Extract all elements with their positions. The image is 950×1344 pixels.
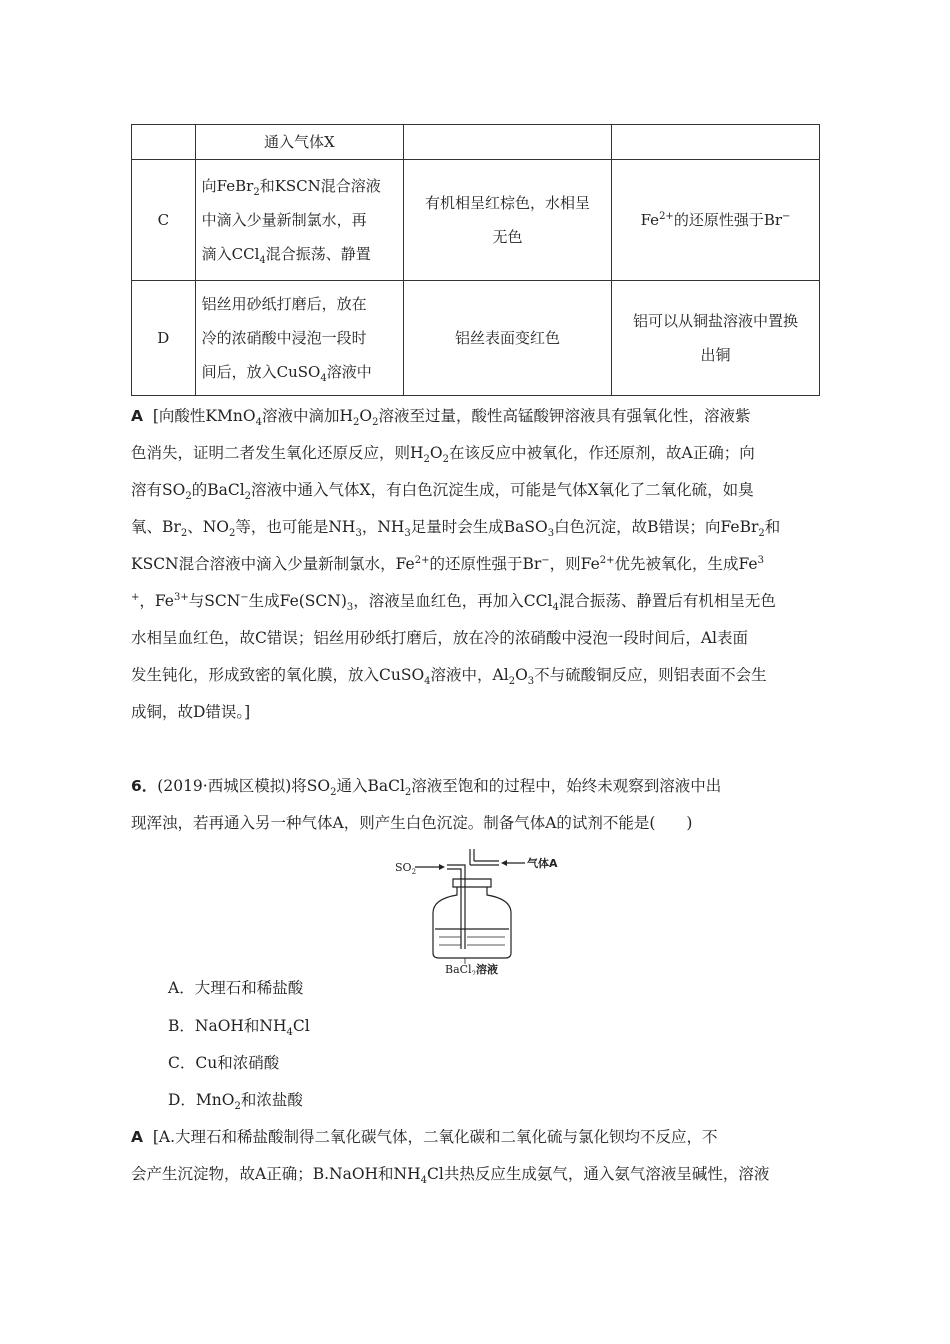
option-d: D．MnO$_2$和浓盐酸 [168, 1091, 303, 1113]
table-row [132, 160, 820, 281]
phenomenon-cell: 有机相呈红棕色，水相呈 无色 [404, 160, 612, 281]
gas-a-label: 气体A [527, 857, 558, 870]
so2-label: SO [395, 861, 412, 874]
conclusion-cell: 铝可以从铜盐溶液中置换 出铜 [612, 281, 820, 396]
procedure-cell: 向FeBr$_2$和KSCN混合溶液 中滴入少量新制氯水，再 滴入CCl$_4$混合振荡、静置 [195, 160, 403, 281]
question-source: (2019·西城区模拟) [157, 777, 292, 795]
row-label [132, 125, 196, 160]
answer-letter: A [131, 407, 143, 425]
conclusion-cell: $Fe^{2+}$的还原性强于Br− [612, 160, 820, 281]
option-b: B．NaOH和$NH_4Cl$ [168, 1017, 310, 1039]
option-a: A．大理石和稀盐酸 [168, 979, 304, 997]
row-label: D [132, 281, 196, 396]
question-6: 6．(2019·西城区模拟)将$SO_2$通入BaCl$_2$溶液至饱和的过程中，始终未观察到溶液中出 现浑浊，若再通入另一种气体A，则产生白色沉淀。制备气体A的试剂不能是( ) [131, 777, 722, 832]
gas-bottle-diagram [395, 845, 585, 975]
table-row [132, 281, 820, 396]
option-c: C．Cu和浓硝酸 [168, 1054, 280, 1072]
answer-5-explanation: A [向酸性KMnO$_4$溶液中滴加$H_2O_2$溶液至过量，酸性高锰酸钾溶液具有强氧化性，溶液紫 色消失，证明二者发生氧化还原反应，则$H_2O_2$在该反应中被氧化，作还原剂，故A正确；向 溶有$SO_2$的BaCl$_2$溶液中通入气体X，有白色沉淀生成，可能是气体X氧化了二氧化硫，如臭 氧、$Br_2$、$NO_2$等，也可能是$NH_3$，$NH_3$足量时会生成BaSO$_3$白色沉淀，故B错误；向FeBr$_2$和 KSCN混合溶液中滴入少量新制氯水，$Fe^{2+}$的还原性强于Br−，则$Fe^{2+}$优先被氧化，生成Fe$^3$ +，$Fe^{3+}$与SCN−生成$Fe(SCN)_3$，溶液呈血红色，再加入CCl$_4$混合振荡、静置后有机相呈无色 水相呈血红色，故C错误；铝丝用砂纸打磨后，放在冷的浓硝酸中浸泡一段时间后，Al表面 发生钝化，形成致密的氧化膜，放入CuSO$_4$溶液中，$Al_2O_3$不与硫酸铜反应，则铝表面不会生 成铜，故D错误。] [131, 407, 781, 721]
experiment-table [131, 124, 820, 396]
table-row [132, 125, 820, 160]
svg-text:SO2: $SO_2$ [395, 861, 417, 876]
svg-text:BaCl2溶液: BaCl$_2$溶液 [445, 963, 499, 975]
procedure-cell: 铝丝用砂纸打磨后，放在 冷的浓硝酸中浸泡一段时 间后，放入CuSO$_4$溶液中 [195, 281, 403, 396]
phenomenon-cell [404, 125, 612, 160]
conclusion-cell [612, 125, 820, 160]
phenomenon-cell: 铝丝表面变红色 [404, 281, 612, 396]
row-label: C [132, 160, 196, 281]
answer-6-explanation: A [A.大理石和稀盐酸制得二氧化碳气体，二氧化碳和二氧化硫与氯化钡均不反应，不 会产生沉淀物，故A正确；B.NaOH和$NH_4Cl$共热反应生成氨气，通入氨气溶液呈碱性，溶液 [131, 1128, 770, 1187]
question-number: 6． [131, 777, 158, 795]
answer-letter: A [131, 1128, 143, 1146]
bacl2-label: BaCl [445, 963, 472, 975]
procedure-cell: 通入气体X [195, 125, 403, 160]
